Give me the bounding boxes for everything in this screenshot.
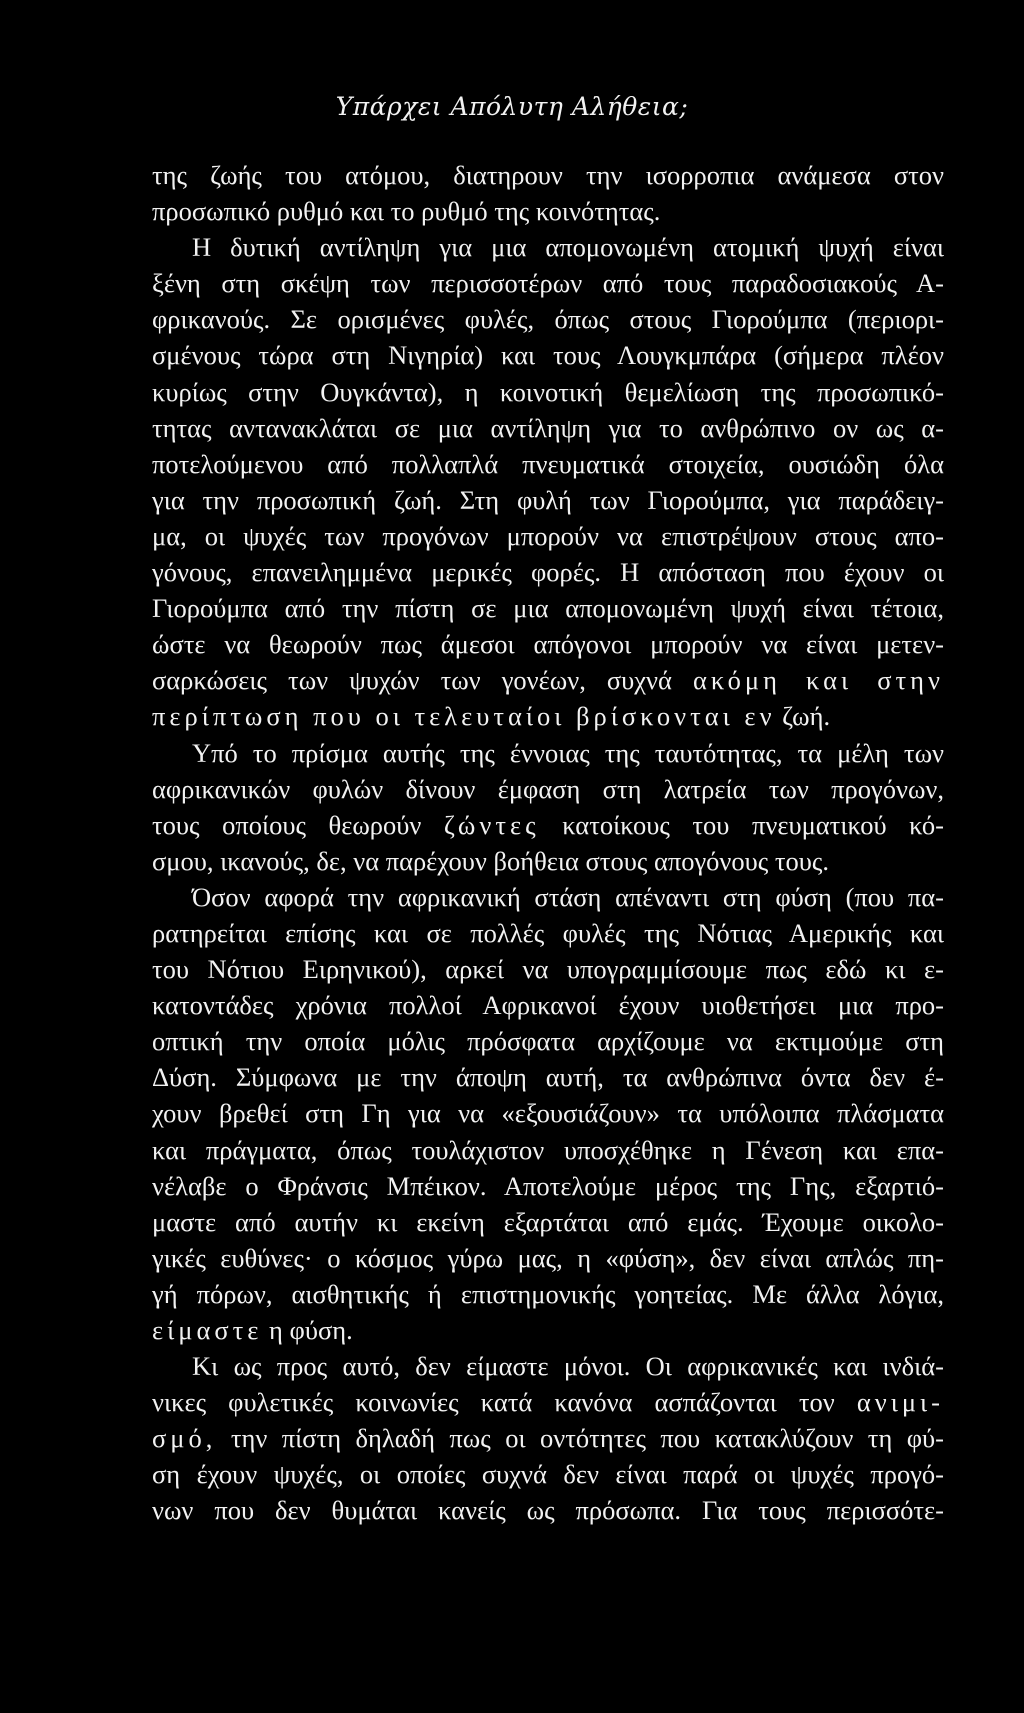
text-line: [152, 1132, 944, 1168]
text-line: [152, 1059, 944, 1095]
text-line: [152, 193, 944, 229]
text-run: γόνους, επανειλημμένα μερικές φορές. Η απόσταση που έχουν οι: [152, 557, 944, 588]
text-run: κυρίως στην Ουγκάντα), η κοινοτική θεμελίωση της προσωπικό-: [152, 376, 944, 407]
text-line: [152, 482, 944, 518]
text-run: τητας αντανακλάται σε μια αντίληψη για το ανθρώπινο ον ως α-: [152, 412, 944, 443]
text-run: Υπό το πρίσμα αυτής της έννοιας της ταυτότητας, τα μέλη των: [192, 737, 944, 768]
text-run: μα, οι ψυχές των προγόνων μπορούν να επιστρέψουν στους απο-: [152, 520, 944, 551]
text-line: [152, 1240, 944, 1276]
text-line: [152, 1420, 944, 1456]
text-line: [152, 1204, 944, 1240]
text-line: [152, 807, 944, 843]
text-run: οπτική την οποία μόλις πρόσφατα αρχίζουμε να εκτιμούμε στη: [152, 1026, 944, 1057]
text-run: προσωπικό ρυθμό και το ρυθμό της κοινότητας.: [152, 196, 661, 227]
text-run: του Νότιου Ειρηνικού), αρκεί να υπογραμμίσουμε πως εδώ κι ε-: [152, 954, 944, 985]
text-run: ζωή.: [782, 701, 831, 732]
text-run: και πράγματα, όπως τουλάχιστον υποσχέθηκε η Γένεση και επα-: [152, 1134, 944, 1165]
text-line: [152, 662, 944, 698]
text-run: ώστε να θεωρούν πως άμεσοι απόγονοι μπορούν να είναι μετεν-: [152, 629, 944, 660]
text-run: κατοντάδες χρόνια πολλοί Αφρικανοί έχουν υιοθετήσει μια προ-: [152, 990, 944, 1021]
spaced-emphasis: ανιμι-: [856, 1387, 944, 1418]
text-line: [152, 1492, 944, 1528]
text-line: [152, 229, 944, 265]
text-run: φρικανούς. Σε ορισμένες φυλές, όπως στους Γιορούμπα (περιορι-: [152, 304, 944, 335]
spaced-emphasis: σμό,: [152, 1423, 217, 1454]
text-run: Δύση. Σύμφωνα με την άποψη αυτή, τα ανθρώπινα όντα δεν έ-: [152, 1062, 944, 1093]
text-line: [152, 915, 944, 951]
text-line: [152, 301, 944, 337]
text-run: Όσον αφορά την αφρικανική στάση απέναντι στη φύση (που πα-: [192, 881, 944, 912]
text-line: [152, 410, 944, 446]
text-run: νέλαβε ο Φράνσις Μπέικον. Αποτελούμε μέρος της Γης, εξαρτιό-: [152, 1170, 944, 1201]
text-run: τους οποίους θεωρούν: [152, 809, 422, 840]
text-line: [152, 1276, 944, 1312]
text-run: για την προσωπική ζωή. Στη φυλή των Γιορούμπα, για παράδειγ-: [152, 484, 944, 515]
text-line: [152, 554, 944, 590]
text-line: [152, 1348, 944, 1384]
text-line: [152, 1456, 944, 1492]
text-run: Γιορούμπα από την πίστη σε μια απομονωμένη ψυχή είναι τέτοια,: [152, 593, 944, 624]
text-line: [152, 1312, 944, 1348]
text-run: της ζωής του ατόμου, διατηρουν την ισορροπια ανάμεσα στον: [152, 160, 944, 190]
text-run: ρατηρείται επίσης και σε πολλές φυλές της Νότιας Αμερικής και: [152, 917, 944, 948]
text-line: [152, 337, 944, 373]
text-line: [152, 951, 944, 987]
text-run: την πίστη δηλαδή πως οι οντότητες που κατακλύζουν τη φύ-: [230, 1423, 945, 1454]
text-run: ση έχουν ψυχές, οι οποίες συχνά δεν είναι παρά οι ψυχές προγό-: [152, 1459, 944, 1490]
spaced-emphasis: ζώντες: [443, 809, 540, 840]
spaced-emphasis: περίπτωση που οι τελευταίοι βρίσκονται εν: [152, 701, 776, 732]
text-line: [152, 843, 944, 879]
text-run: σμου, ικανούς, δε, να παρέχουν βοήθεια στους απογόνους τους.: [152, 845, 830, 876]
text-line: [152, 987, 944, 1023]
text-line: [152, 157, 944, 193]
text-run: αφρικανικών φυλών δίνουν έμφαση στη λατρεία των προγόνων,: [152, 773, 944, 804]
text-run: σμένους τώρα στη Νιγηρία) και τους Λουγκμπάρα (σήμερα πλέον: [152, 340, 944, 371]
text-line: [152, 265, 944, 301]
text-line: [152, 771, 944, 807]
text-line: [152, 626, 944, 662]
text-run: Η δυτική αντίληψη για μια απομονωμένη ατομική ψυχή είναι: [192, 232, 944, 263]
text-line: [152, 1095, 944, 1131]
text-run: σαρκώσεις των ψυχών των γονέων, συχνά: [152, 665, 672, 696]
running-header: Υπάρχει Απόλυτη Αλήθεια;: [335, 92, 689, 121]
text-run: χουν βρεθεί στη Γη για να «εξουσιάζουν» τα υπόλοιπα πλάσματα: [152, 1098, 944, 1129]
text-run: γή πόρων, αισθητικής ή επιστημονικής γοητείας. Με άλλα λόγια,: [152, 1278, 944, 1309]
text-line: [152, 1023, 944, 1059]
text-line: [152, 735, 944, 771]
body-text: [152, 157, 944, 1529]
text-run: μαστε από αυτήν κι εκείνη εξαρτάται από εμάς. Έχουμε οικολο-: [152, 1206, 944, 1237]
text-line: [152, 879, 944, 915]
text-run: γικές ευθύνες· ο κόσμος γύρω μας, η «φύση», δεν είναι απλώς πη-: [152, 1242, 944, 1273]
text-line: [152, 1168, 944, 1204]
text-line: [152, 374, 944, 410]
text-run: Κι ως προς αυτό, δεν είμαστε μόνοι. Οι αφρικανικές και ινδιά-: [192, 1351, 944, 1382]
text-line: [152, 518, 944, 554]
text-line: [152, 446, 944, 482]
text-line: [152, 590, 944, 626]
text-run: η φύση.: [269, 1315, 353, 1345]
spaced-emphasis: είμαστε: [152, 1315, 263, 1345]
spaced-emphasis: ακόμη και στην: [692, 665, 944, 696]
text-line: [152, 1384, 944, 1420]
text-run: νων που δεν θυμάται κανείς ως πρόσωπα. Για τους περισσότε-: [152, 1495, 944, 1526]
text-run: κατοίκους του πνευματικού κό-: [562, 809, 945, 840]
text-run: ποτελούμενου από πολλαπλά πνευματικά στοιχεία, ουσιώδη όλα: [152, 448, 944, 479]
text-run: νικες φυλετικές κοινωνίες κατά κανόνα ασπάζονται τον: [152, 1387, 835, 1418]
text-run: ξένη στη σκέψη των περισσοτέρων από τους παραδοσιακούς Α-: [152, 268, 944, 299]
text-line: [152, 698, 944, 734]
